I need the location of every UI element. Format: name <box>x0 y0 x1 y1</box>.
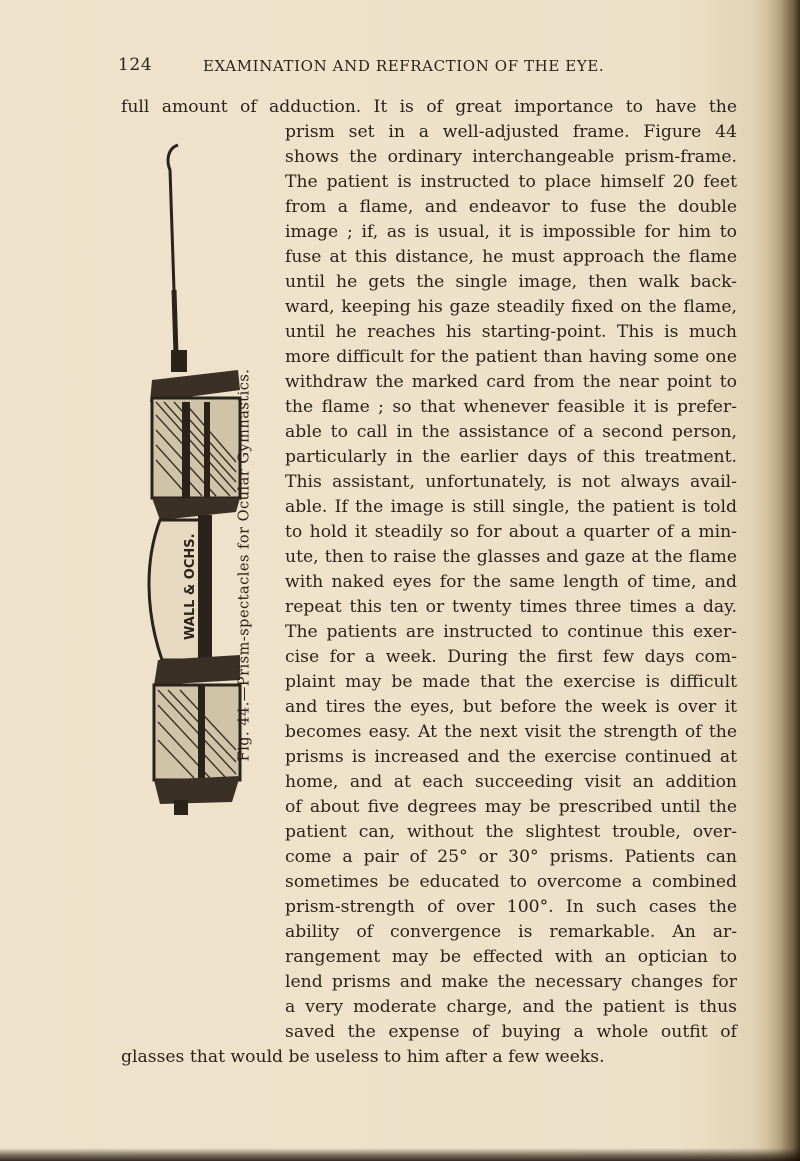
text-line: prism-strength of over 100°. In such cases the <box>285 897 737 917</box>
text-line: ute, then to raise the glasses and gaze at the flame <box>285 547 737 567</box>
page-number: 124 <box>118 55 153 75</box>
page-bottom-edge <box>0 1148 800 1161</box>
text-line: ward, keeping his gaze steadily fixed on the flame, <box>285 297 737 317</box>
text-line: particularly in the earlier days of this treatment. <box>285 447 737 467</box>
text-line: until he gets the single image, then walk back- <box>285 272 737 292</box>
text-line: a very moderate charge, and the patient is thus <box>285 997 737 1017</box>
text-line: ability of convergence is remarkable. An ar- <box>285 922 737 942</box>
text-line: home, and at each succeeding visit an addition <box>285 772 737 792</box>
running-header <box>118 55 678 79</box>
text-line: repeat this ten or twenty times three times a day. <box>285 597 737 617</box>
text-line: fuse at this distance, he must approach the flame <box>285 247 737 267</box>
text-line: lend prisms and make the necessary changes for <box>285 972 737 992</box>
text-line: cise for a week. During the first few days com- <box>285 647 737 667</box>
text-line: more difficult for the patient than having some one <box>285 347 737 367</box>
text-line: shows the ordinary interchangeable prism-frame. <box>285 147 737 167</box>
maker-mark: WALL & OCHS. <box>183 533 198 640</box>
text-line: saved the expense of buying a whole outfit of <box>285 1022 737 1042</box>
prism-spectacles-illustration <box>140 140 245 815</box>
page-edge-shadow <box>766 0 800 1161</box>
text-line: glasses that would be useless to him after a few weeks. <box>121 1047 605 1067</box>
text-line: with naked eyes for the same length of time, and <box>285 572 737 592</box>
text-line: sometimes be educated to overcome a combined <box>285 872 737 892</box>
text-line: image ; if, as is usual, it is impossible for him to <box>285 222 737 242</box>
text-line: The patient is instructed to place himself 20 feet <box>285 172 737 192</box>
running-title: EXAMINATION AND REFRACTION OF THE EYE. <box>203 57 605 75</box>
text-line: The patients are instructed to continue this exer- <box>285 622 737 642</box>
text-line: prisms is increased and the exercise continued at <box>285 747 737 767</box>
text-line: plaint may be made that the exercise is difficult <box>285 672 737 692</box>
text-line: the flame ; so that whenever feasible it is prefer- <box>285 397 737 417</box>
text-line: becomes easy. At the next visit the strength of the <box>285 722 737 742</box>
figure-caption: Fig. 44.—Prism-spectacles for Ocular Gymnastics. <box>236 368 253 762</box>
text-line: patient can, without the slightest trouble, over- <box>285 822 737 842</box>
text-line: until he reaches his starting-point. This is much <box>285 322 737 342</box>
text-line: full amount of adduction. It is of great importance to have the <box>121 97 737 117</box>
text-line: from a flame, and endeavor to fuse the double <box>285 197 737 217</box>
text-line: of about five degrees may be prescribed until the <box>285 797 737 817</box>
text-line: and tires the eyes, but before the week is over it <box>285 697 737 717</box>
text-line: This assistant, unfortunately, is not always avail- <box>285 472 737 492</box>
text-line: prism set in a well-adjusted frame. Figure 44 <box>285 122 737 142</box>
text-line: come a pair of 25° or 30° prisms. Patients can <box>285 847 737 867</box>
text-line: able. If the image is still single, the patient is told <box>285 497 737 517</box>
text-line: withdraw the marked card from the near point to <box>285 372 737 392</box>
text-line: rangement may be effected with an optician to <box>285 947 737 967</box>
text-line: able to call in the assistance of a second person, <box>285 422 737 442</box>
text-line: to hold it steadily so for about a quarter of a min- <box>285 522 737 542</box>
